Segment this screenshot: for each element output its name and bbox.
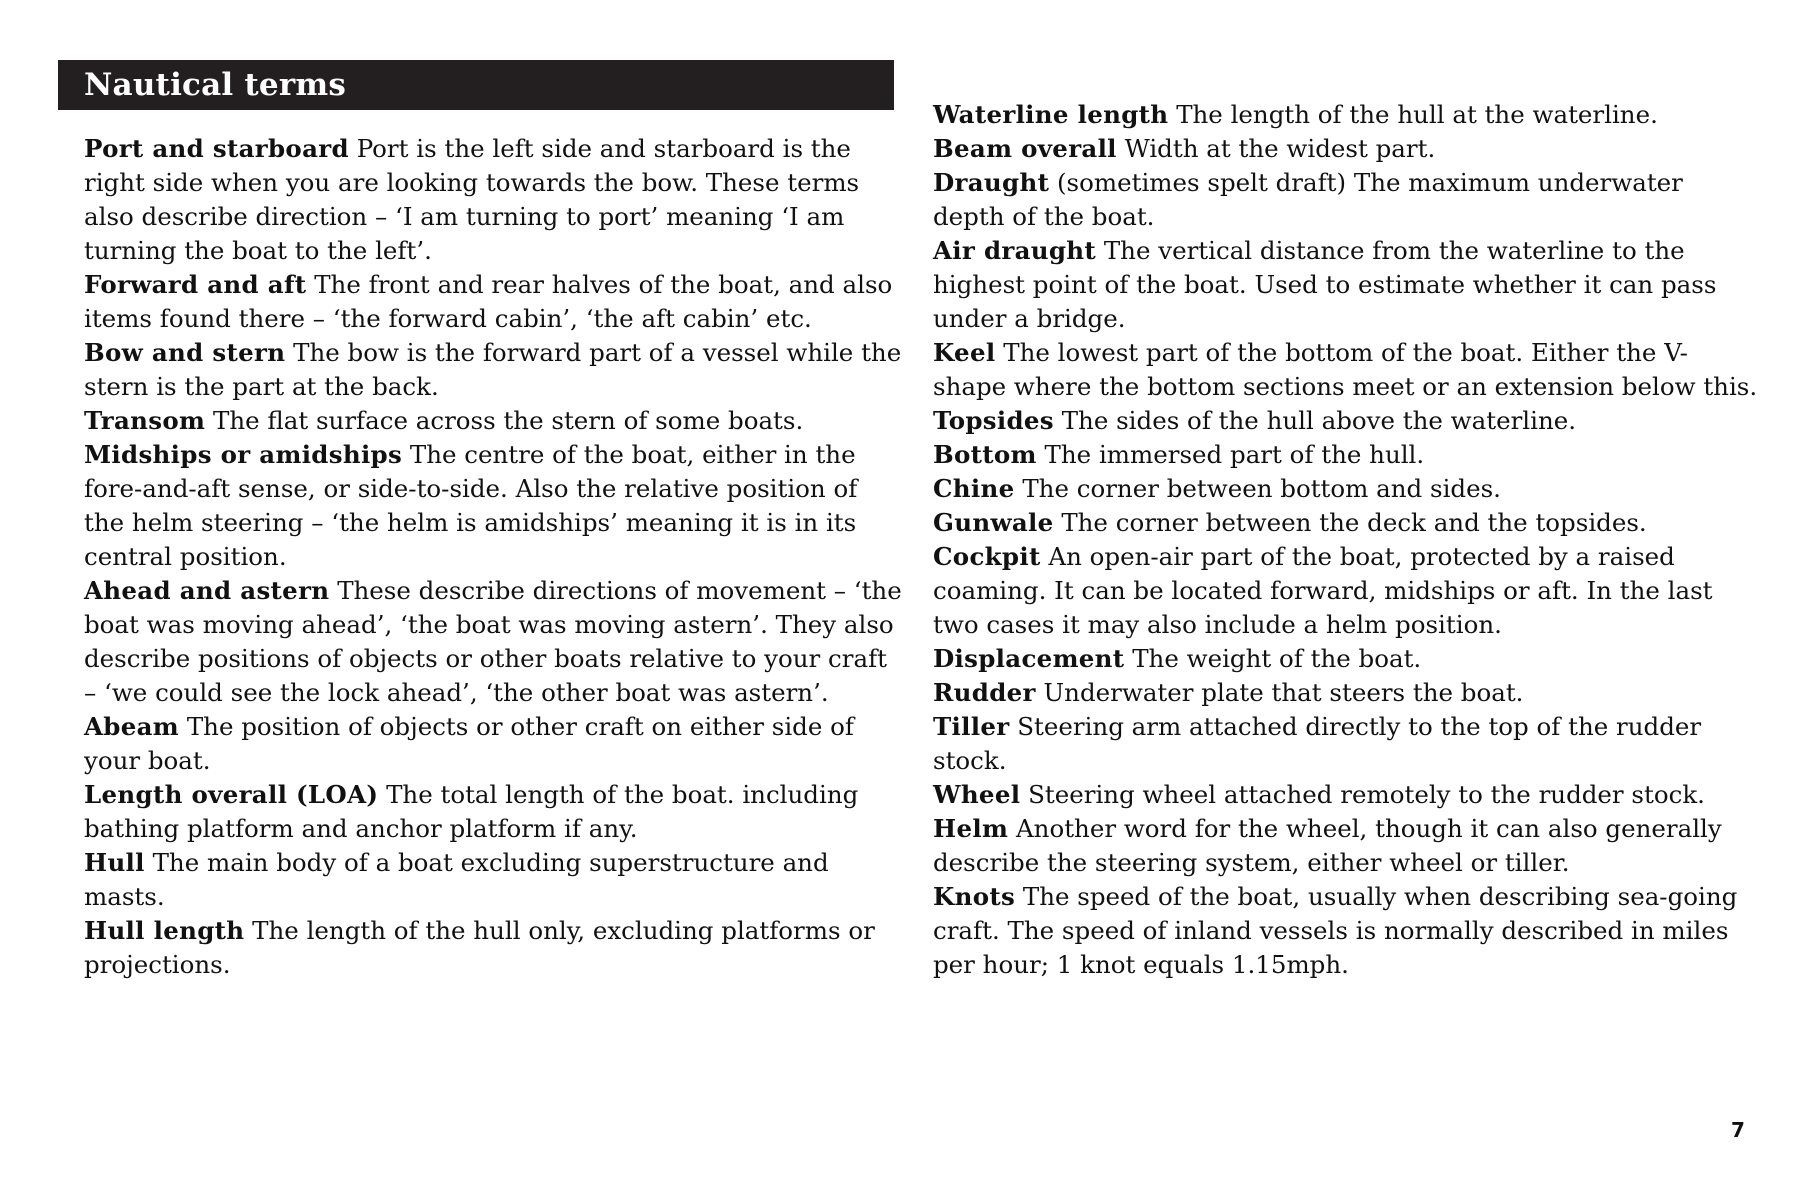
glossary-entry [933,166,1758,234]
glossary-definition: The front and rear halves of the boat, and also items found there – ‘the forward cabin’, ‘the aft cabin’ etc. [84,270,893,333]
glossary-term: Hull [84,848,145,877]
glossary-term: Draught [933,168,1050,197]
glossary-term: Topsides [933,406,1054,435]
glossary-definition: The main body of a boat excluding superstructure and masts. [84,848,829,911]
glossary-definition: Width at the widest part. [1124,134,1436,163]
glossary-entry [84,336,904,404]
glossary-definition: Port is the left side and starboard is the right side when you are looking towards the bow. These terms also describe direction – ‘I am turning to port’ meaning ‘I am turning the boat to the left’. [84,134,860,265]
glossary-entry [933,642,1758,676]
glossary-entry [84,438,904,574]
glossary-entry [84,574,904,710]
glossary-definition: The speed of the boat, usually when describing sea-going craft. The speed of inland vessels is normally described in miles per hour; 1 knot equals 1.15mph. [933,882,1738,979]
glossary-entry [933,880,1758,982]
glossary-entry [933,540,1758,642]
glossary-definition: The length of the hull only, excluding platforms or projections. [84,916,875,979]
glossary-term: Chine [933,474,1015,503]
glossary-entry [933,506,1758,540]
glossary-entry [933,778,1758,812]
glossary-definition: The corner between the deck and the topsides. [1061,508,1647,537]
glossary-term: Displacement [933,644,1125,673]
glossary-definition: The length of the hull at the waterline. [1176,100,1658,129]
glossary-definition: The bow is the forward part of a vessel while the stern is the part at the back. [84,338,902,401]
glossary-definition: Steering wheel attached remotely to the rudder stock. [1028,780,1705,809]
glossary-definition: The total length of the boat. including bathing platform and anchor platform if any. [84,780,859,843]
glossary-entry [84,846,904,914]
glossary-definition: The flat surface across the stern of some boats. [213,406,804,435]
glossary-term: Abeam [84,712,180,741]
glossary-term: Cockpit [933,542,1041,571]
glossary-entry [933,98,1758,132]
glossary-entry [84,710,904,778]
glossary-entry [933,472,1758,506]
glossary-term: Gunwale [933,508,1054,537]
glossary-entry [933,336,1758,404]
glossary-definition: The centre of the boat, either in the fore-and-aft sense, or side-to-side. Also the relative position of the helm steering – ‘the helm is amidships’ meaning it is in its central position. [84,440,858,571]
glossary-term: Knots [933,882,1016,911]
glossary-term: Keel [933,338,996,367]
glossary-definition: These describe directions of movement – ‘the boat was moving ahead’, ‘the boat was moving astern’. They also describe positions of objects or other boats relative to your craft – ‘we could see the lock ahead’, ‘the other boat was astern’. [84,576,902,707]
glossary-term: Tiller [933,712,1010,741]
glossary-entry [84,778,904,846]
glossary-definition: Underwater plate that steers the boat. [1043,678,1524,707]
glossary-term: Hull length [84,916,245,945]
glossary-term: Forward and aft [84,270,307,299]
section-header-bar [58,60,894,110]
glossary-definition: The sides of the hull above the waterline. [1061,406,1577,435]
glossary-term: Beam overall [933,134,1117,163]
glossary-definition: The immersed part of the hull. [1044,440,1425,469]
glossary-entry [933,404,1758,438]
glossary-definition: Steering arm attached directly to the top of the rudder stock. [933,712,1702,775]
glossary-definition: The position of objects or other craft on either side of your boat. [84,712,854,775]
glossary-term: Port and starboard [84,134,349,163]
glossary-entry [84,914,904,982]
glossary-definition: (sometimes spelt draft) The maximum underwater depth of the boat. [933,168,1683,231]
section-title: Nautical terms [84,67,347,103]
glossary-definition: Another word for the wheel, though it can also generally describe the steering system, either wheel or tiller. [933,814,1722,877]
glossary-term: Waterline length [933,100,1169,129]
glossary-entry [933,812,1758,880]
glossary-term: Length overall (LOA) [84,780,379,809]
glossary-definition: An open-air part of the boat, protected by a raised coaming. It can be located forward, midships or aft. In the last two cases it may also include a helm position. [933,542,1713,639]
glossary-term: Transom [84,406,206,435]
glossary-entry [933,710,1758,778]
glossary-left-column [84,132,904,982]
glossary-entry [84,268,904,336]
glossary-entry [84,132,904,268]
glossary-right-column [933,98,1758,982]
glossary-term: Air draught [933,236,1097,265]
glossary-entry [933,676,1758,710]
glossary-term: Midships or amidships [84,440,403,469]
glossary-term: Bottom [933,440,1037,469]
glossary-definition: The lowest part of the bottom of the boat. Either the V-shape where the bottom sections meet or an extension below this. [933,338,1758,401]
glossary-term: Rudder [933,678,1036,707]
glossary-term: Helm [933,814,1009,843]
glossary-definition: The vertical distance from the waterline to the highest point of the boat. Used to estimate whether it can pass under a bridge. [933,236,1717,333]
glossary-term: Bow and stern [84,338,286,367]
glossary-definition: The corner between bottom and sides. [1022,474,1501,503]
glossary-entry [933,234,1758,336]
glossary-entry [933,438,1758,472]
glossary-term: Wheel [933,780,1021,809]
glossary-entry [84,404,904,438]
glossary-definition: The weight of the boat. [1132,644,1422,673]
glossary-term: Ahead and astern [84,576,330,605]
glossary-entry [933,132,1758,166]
page-number: 7 [1731,1118,1745,1142]
